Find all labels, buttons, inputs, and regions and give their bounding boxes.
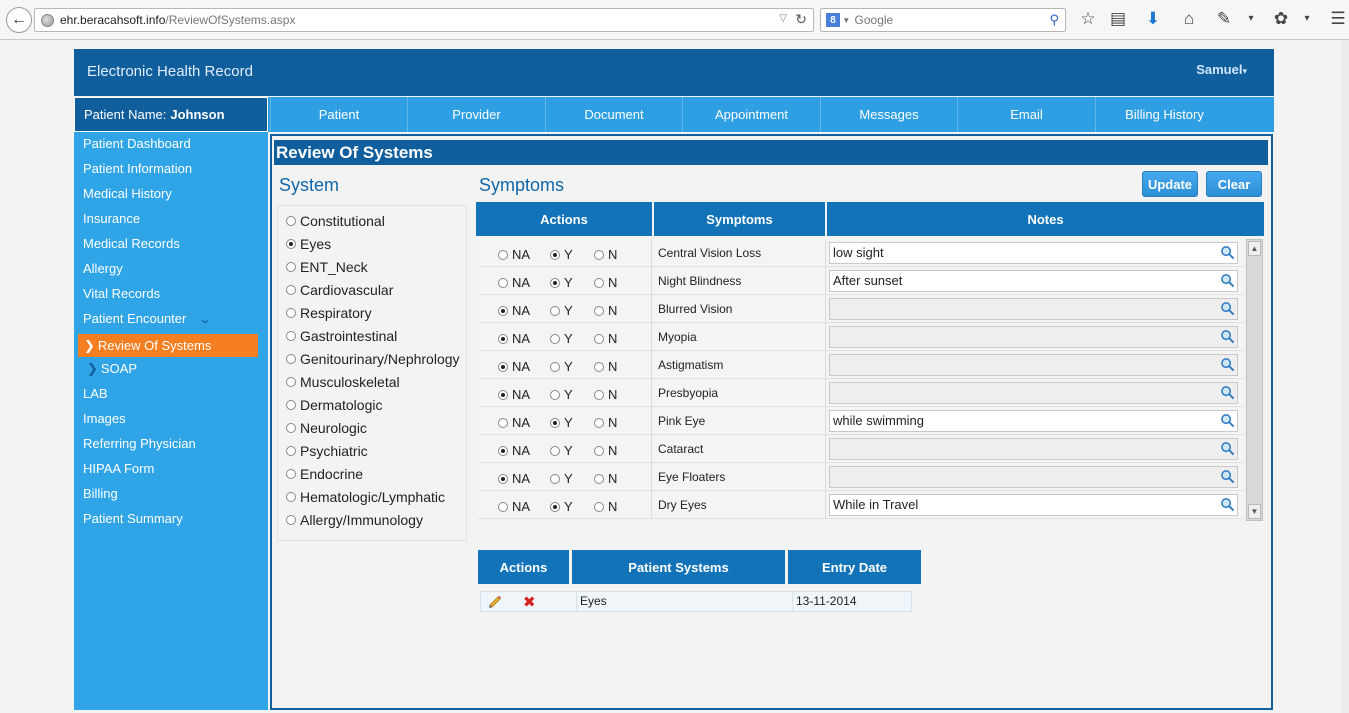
- symptom-name: Eye Floaters: [654, 463, 826, 491]
- row-actions: [478, 463, 652, 491]
- system-option[interactable]: [286, 374, 400, 390]
- clear-button[interactable]: Clear: [1206, 171, 1262, 197]
- chevron-right-icon: ❯: [87, 361, 98, 376]
- chevron-right-icon: ❯: [84, 338, 95, 353]
- option-na[interactable]: [498, 415, 530, 430]
- globe-icon: [41, 14, 54, 27]
- option-na[interactable]: [498, 247, 530, 262]
- radio-button[interactable]: [286, 239, 296, 249]
- option-n[interactable]: [594, 331, 617, 346]
- option-label: NA: [512, 247, 531, 262]
- system-list: [277, 205, 467, 541]
- system-label: Eyes: [300, 236, 332, 252]
- option-label: NA: [512, 303, 531, 318]
- magnifier-icon[interactable]: [1220, 329, 1235, 344]
- option-label: NA: [512, 415, 531, 430]
- patient-name-box: [74, 97, 268, 132]
- system-label: Hematologic/Lymphatic: [300, 489, 445, 505]
- radio-button[interactable]: [550, 502, 560, 512]
- option-label: Y: [564, 247, 573, 262]
- sidebar-item-vital-records[interactable]: Vital Records: [83, 286, 161, 301]
- system-option[interactable]: [286, 213, 385, 229]
- addon-icon[interactable]: ✿: [1273, 9, 1289, 28]
- symptoms-table-body: [478, 239, 1244, 521]
- radio-button[interactable]: [550, 250, 560, 260]
- symptom-name: Presbyopia: [654, 379, 826, 407]
- option-label: NA: [512, 275, 531, 290]
- radio-button[interactable]: [286, 492, 296, 502]
- radio-button[interactable]: [550, 390, 560, 400]
- note-value: low sight: [833, 245, 884, 260]
- note-field[interactable]: [829, 270, 1238, 292]
- option-na[interactable]: [498, 303, 530, 318]
- entry-date-value: 13-11-2014: [792, 592, 913, 611]
- column-header-actions: Actions: [476, 202, 652, 236]
- user-menu[interactable]: [1196, 62, 1247, 77]
- sidebar-item-label: SOAP: [100, 361, 138, 376]
- option-label: NA: [512, 359, 531, 374]
- option-label: N: [608, 471, 618, 486]
- option-label: N: [608, 275, 618, 290]
- sidebar-item-referring-physician[interactable]: Referring Physician: [83, 436, 196, 451]
- system-label: Cardiovascular: [300, 282, 394, 298]
- addon-dropdown-icon[interactable]: ▾: [1304, 13, 1310, 24]
- column-header-notes: Notes: [827, 202, 1264, 236]
- sidebar-item-medical-history[interactable]: Medical History: [83, 186, 172, 201]
- sidebar-item-label: Review Of Systems: [97, 338, 212, 353]
- symptom-name: Myopia: [654, 323, 826, 351]
- option-na[interactable]: [498, 387, 530, 402]
- option-n[interactable]: [594, 303, 617, 318]
- row-actions: [478, 407, 652, 435]
- symptom-name: Pink Eye: [654, 407, 826, 435]
- system-option[interactable]: [286, 305, 372, 321]
- table-row: [478, 463, 1244, 491]
- option-label: N: [608, 443, 618, 458]
- sidebar-item-soap[interactable]: [87, 361, 137, 377]
- sidebar-item-label: Patient Encounter: [83, 311, 187, 326]
- column-header-patient-systems: Patient Systems: [572, 550, 785, 584]
- symptom-name: Night Blindness: [654, 267, 826, 295]
- row-actions: [478, 267, 652, 295]
- sidebar-item-patient-information[interactable]: Patient Information: [83, 161, 193, 176]
- sidebar-item-patient-dashboard[interactable]: Patient Dashboard: [83, 136, 191, 151]
- option-label: Y: [564, 303, 573, 318]
- sidebar: [74, 132, 268, 710]
- radio-button[interactable]: [550, 446, 560, 456]
- caret-down-icon: ▾: [1242, 66, 1247, 76]
- option-na[interactable]: [498, 499, 530, 514]
- magnifier-icon[interactable]: [1220, 441, 1235, 456]
- radio-button[interactable]: [550, 278, 560, 288]
- option-y[interactable]: [550, 415, 573, 430]
- radio-button[interactable]: [286, 515, 296, 525]
- table-row: [478, 351, 1244, 379]
- radio-button[interactable]: [594, 502, 604, 512]
- radio-button[interactable]: [550, 362, 560, 372]
- system-option[interactable]: [286, 489, 445, 505]
- symptom-name: Cataract: [654, 435, 826, 463]
- radio-button[interactable]: [594, 418, 604, 428]
- row-actions: [478, 239, 652, 267]
- symptom-name: Dry Eyes: [654, 491, 826, 519]
- table-row: [478, 267, 1244, 295]
- option-label: NA: [512, 331, 531, 346]
- window-scrollbar[interactable]: [1341, 40, 1349, 713]
- system-option[interactable]: [286, 443, 368, 459]
- symptoms-scrollbar[interactable]: [1246, 239, 1263, 521]
- reload-icon[interactable]: ↻: [795, 11, 807, 27]
- developer-tools-icon[interactable]: ✎: [1216, 9, 1232, 28]
- sidebar-item-insurance[interactable]: Insurance: [83, 211, 141, 226]
- system-option[interactable]: [286, 259, 368, 275]
- table-row: [478, 239, 1244, 267]
- option-label: N: [608, 331, 618, 346]
- option-label: N: [608, 499, 618, 514]
- option-y[interactable]: [550, 331, 573, 346]
- table-row: [478, 295, 1244, 323]
- radio-button[interactable]: [594, 334, 604, 344]
- system-label: Musculoskeletal: [300, 374, 400, 390]
- back-arrow-icon[interactable]: ←: [6, 7, 32, 33]
- note-field[interactable]: [829, 466, 1238, 488]
- system-label: Dermatologic: [300, 397, 383, 413]
- magnifier-icon[interactable]: [1220, 357, 1235, 372]
- note-value: After sunset: [833, 273, 903, 288]
- radio-button[interactable]: [594, 446, 604, 456]
- bookmark-star-icon[interactable]: ☆: [1080, 9, 1096, 28]
- option-n[interactable]: [594, 443, 617, 458]
- symptoms-heading: Symptoms: [479, 175, 565, 195]
- option-n[interactable]: [594, 471, 617, 486]
- tab-email[interactable]: Email: [957, 97, 1095, 132]
- sidebar-item-medical-records[interactable]: Medical Records: [83, 236, 180, 251]
- system-label: ENT_Neck: [300, 259, 368, 275]
- option-label: N: [608, 247, 618, 262]
- row-actions: [478, 379, 652, 407]
- system-label: Constitutional: [300, 213, 385, 229]
- radio-button[interactable]: [594, 390, 604, 400]
- note-value: while swimming: [833, 413, 925, 428]
- main-nav: [74, 97, 1274, 132]
- radio-button[interactable]: [286, 285, 296, 295]
- radio-button[interactable]: [286, 423, 296, 433]
- patient-name-value: Johnson: [170, 107, 225, 122]
- sidebar-item-patient-summary[interactable]: Patient Summary: [83, 511, 183, 526]
- table-row: [478, 323, 1244, 351]
- option-y[interactable]: [550, 499, 573, 514]
- option-n[interactable]: [594, 499, 617, 514]
- option-label: Y: [564, 471, 573, 486]
- google-icon[interactable]: 8: [826, 13, 840, 27]
- system-option[interactable]: [286, 282, 393, 298]
- search-placeholder: Google: [854, 13, 894, 27]
- system-label: Endocrine: [300, 466, 364, 482]
- tab-provider[interactable]: Provider: [407, 97, 545, 132]
- menu-hamburger-icon[interactable]: ☰: [1330, 9, 1346, 28]
- system-label: Neurologic: [300, 420, 367, 436]
- radio-button[interactable]: [498, 446, 508, 456]
- option-y[interactable]: [550, 359, 573, 374]
- option-label: N: [608, 359, 618, 374]
- option-label: N: [608, 415, 618, 430]
- search-icon[interactable]: ⚲: [1049, 12, 1059, 27]
- note-field[interactable]: [829, 494, 1238, 516]
- system-option[interactable]: [286, 397, 382, 413]
- radio-button[interactable]: [550, 474, 560, 484]
- sidebar-item-images[interactable]: Images: [83, 411, 126, 426]
- magnifier-icon[interactable]: [1220, 469, 1235, 484]
- table-row: [480, 591, 912, 612]
- note-field[interactable]: [829, 326, 1238, 348]
- system-option[interactable]: [286, 420, 367, 436]
- option-label: NA: [512, 387, 531, 402]
- sidebar-item-allergy[interactable]: Allergy: [83, 261, 123, 276]
- scroll-up-arrow-icon[interactable]: ▲: [1248, 241, 1261, 256]
- system-option[interactable]: [286, 236, 331, 252]
- option-n[interactable]: [594, 275, 617, 290]
- radio-button[interactable]: [498, 306, 508, 316]
- note-field[interactable]: [829, 382, 1238, 404]
- reading-list-icon[interactable]: ▤: [1109, 9, 1127, 28]
- note-field[interactable]: [829, 298, 1238, 320]
- radio-button[interactable]: [498, 334, 508, 344]
- radio-button[interactable]: [594, 250, 604, 260]
- option-y[interactable]: [550, 303, 573, 318]
- option-n[interactable]: [594, 387, 617, 402]
- tab-messages[interactable]: Messages: [820, 97, 957, 132]
- option-label: Y: [564, 275, 573, 290]
- option-label: Y: [564, 359, 573, 374]
- radio-button[interactable]: [498, 418, 508, 428]
- browser-toolbar: [0, 0, 1349, 40]
- table-row: [478, 491, 1244, 519]
- option-n[interactable]: [594, 415, 617, 430]
- option-n[interactable]: [594, 247, 617, 262]
- symptom-name: Blurred Vision: [654, 295, 826, 323]
- radio-button[interactable]: [286, 308, 296, 318]
- column-header-entry-date: Entry Date: [788, 550, 921, 584]
- option-label: NA: [512, 443, 531, 458]
- table-row: [478, 379, 1244, 407]
- option-label: Y: [564, 331, 573, 346]
- row-actions: [478, 295, 652, 323]
- edit-pencil-icon[interactable]: [487, 594, 503, 610]
- radio-button[interactable]: [498, 278, 508, 288]
- option-y[interactable]: [550, 443, 573, 458]
- option-label: N: [608, 387, 618, 402]
- magnifier-icon[interactable]: [1220, 301, 1235, 316]
- sidebar-item-patient-encounter[interactable]: [83, 311, 213, 326]
- download-icon[interactable]: ⬇: [1145, 9, 1161, 28]
- table-row: [478, 435, 1244, 463]
- system-heading: System: [279, 175, 340, 195]
- system-label: Genitourinary/Nephrology: [300, 351, 460, 367]
- radio-button[interactable]: [286, 216, 296, 226]
- sidebar-item-review-of-systems[interactable]: [78, 334, 258, 357]
- sidebar-item-hipaa-form[interactable]: HIPAA Form: [83, 461, 155, 476]
- home-icon[interactable]: ⌂: [1183, 9, 1195, 28]
- option-na[interactable]: [498, 471, 530, 486]
- chevron-down-icon[interactable]: ⌄: [198, 312, 213, 326]
- page-title: Review Of Systems: [274, 140, 1268, 165]
- row-actions: [478, 491, 652, 519]
- app-title: Electronic Health Record: [87, 63, 253, 80]
- tab-patient[interactable]: Patient: [270, 97, 407, 132]
- magnifier-icon[interactable]: [1220, 385, 1235, 400]
- magnifier-icon[interactable]: [1220, 273, 1235, 288]
- system-option[interactable]: [286, 328, 397, 344]
- option-label: Y: [564, 443, 573, 458]
- option-y[interactable]: [550, 471, 573, 486]
- tab-appointment[interactable]: Appointment: [682, 97, 820, 132]
- radio-button[interactable]: [498, 250, 508, 260]
- option-label: NA: [512, 499, 531, 514]
- radio-button[interactable]: [594, 306, 604, 316]
- option-y[interactable]: [550, 387, 573, 402]
- option-label: N: [608, 303, 618, 318]
- note-value: While in Travel: [833, 497, 919, 512]
- option-label: Y: [564, 387, 573, 402]
- magnifier-icon[interactable]: [1220, 245, 1235, 260]
- radio-button[interactable]: [498, 474, 508, 484]
- system-option[interactable]: [286, 351, 460, 367]
- option-na[interactable]: [498, 443, 530, 458]
- system-label: Psychiatric: [300, 443, 368, 459]
- radio-button[interactable]: [594, 474, 604, 484]
- main-content: [270, 134, 1273, 710]
- scroll-down-arrow-icon[interactable]: ▼: [1248, 504, 1261, 519]
- note-field[interactable]: [829, 242, 1238, 264]
- sidebar-item-lab[interactable]: LAB: [83, 386, 108, 401]
- radio-button[interactable]: [550, 418, 560, 428]
- system-label: Gastrointestinal: [300, 328, 398, 344]
- note-field[interactable]: [829, 354, 1238, 376]
- magnifier-icon[interactable]: [1220, 413, 1235, 428]
- url-path: /ReviewOfSystems.aspx: [165, 13, 296, 27]
- option-n[interactable]: [594, 359, 617, 374]
- option-label: NA: [512, 471, 531, 486]
- row-actions: [478, 351, 652, 379]
- radio-button[interactable]: [286, 377, 296, 387]
- row-actions: [478, 435, 652, 463]
- option-y[interactable]: [550, 275, 573, 290]
- radio-button[interactable]: [550, 334, 560, 344]
- update-button[interactable]: Update: [1142, 171, 1198, 197]
- tab-billing-history[interactable]: Billing History: [1095, 97, 1233, 132]
- address-bar[interactable]: [34, 8, 814, 32]
- radio-button[interactable]: [286, 331, 296, 341]
- option-label: Y: [564, 499, 573, 514]
- option-na[interactable]: [498, 359, 530, 374]
- radio-button[interactable]: [594, 278, 604, 288]
- radio-button[interactable]: [550, 306, 560, 316]
- option-na[interactable]: [498, 275, 530, 290]
- radio-button[interactable]: [594, 362, 604, 372]
- patient-system-value: Eyes: [576, 592, 792, 611]
- option-na[interactable]: [498, 331, 530, 346]
- user-name: Samuel: [1196, 62, 1243, 77]
- system-label: Respiratory: [300, 305, 372, 321]
- column-header-actions: Actions: [478, 550, 569, 584]
- column-header-symptoms: Symptoms: [654, 202, 825, 236]
- option-y[interactable]: [550, 247, 573, 262]
- row-actions: [478, 323, 652, 351]
- system-label: Allergy/Immunology: [300, 512, 423, 528]
- search-engine-dropdown-icon[interactable]: ▾: [844, 14, 849, 25]
- radio-button[interactable]: [286, 400, 296, 410]
- patient-name-label: Patient Name:: [84, 107, 167, 122]
- app-header: [74, 49, 1274, 96]
- note-field[interactable]: [829, 438, 1238, 460]
- radio-button[interactable]: [286, 262, 296, 272]
- radio-button[interactable]: [286, 446, 296, 456]
- system-option[interactable]: [286, 512, 423, 528]
- tools-dropdown-icon[interactable]: ▾: [1248, 13, 1254, 24]
- delete-icon[interactable]: ✖: [523, 594, 536, 611]
- radio-button[interactable]: [498, 390, 508, 400]
- url-domain: ehr.beracahsoft.info: [60, 13, 166, 27]
- radio-button[interactable]: [498, 502, 508, 512]
- tab-document[interactable]: Document: [545, 97, 682, 132]
- symptom-name: Central Vision Loss: [654, 239, 826, 267]
- sidebar-item-billing[interactable]: Billing: [83, 486, 118, 501]
- system-option[interactable]: [286, 466, 363, 482]
- radio-button[interactable]: [286, 469, 296, 479]
- radio-button[interactable]: [498, 362, 508, 372]
- magnifier-icon[interactable]: [1220, 497, 1235, 512]
- note-field[interactable]: [829, 410, 1238, 432]
- symptom-name: Astigmatism: [654, 351, 826, 379]
- table-row: [478, 407, 1244, 435]
- dropdown-arrow-icon[interactable]: ▽: [779, 13, 787, 24]
- radio-button[interactable]: [286, 354, 296, 364]
- option-label: Y: [564, 415, 573, 430]
- search-bar[interactable]: [820, 8, 1066, 32]
